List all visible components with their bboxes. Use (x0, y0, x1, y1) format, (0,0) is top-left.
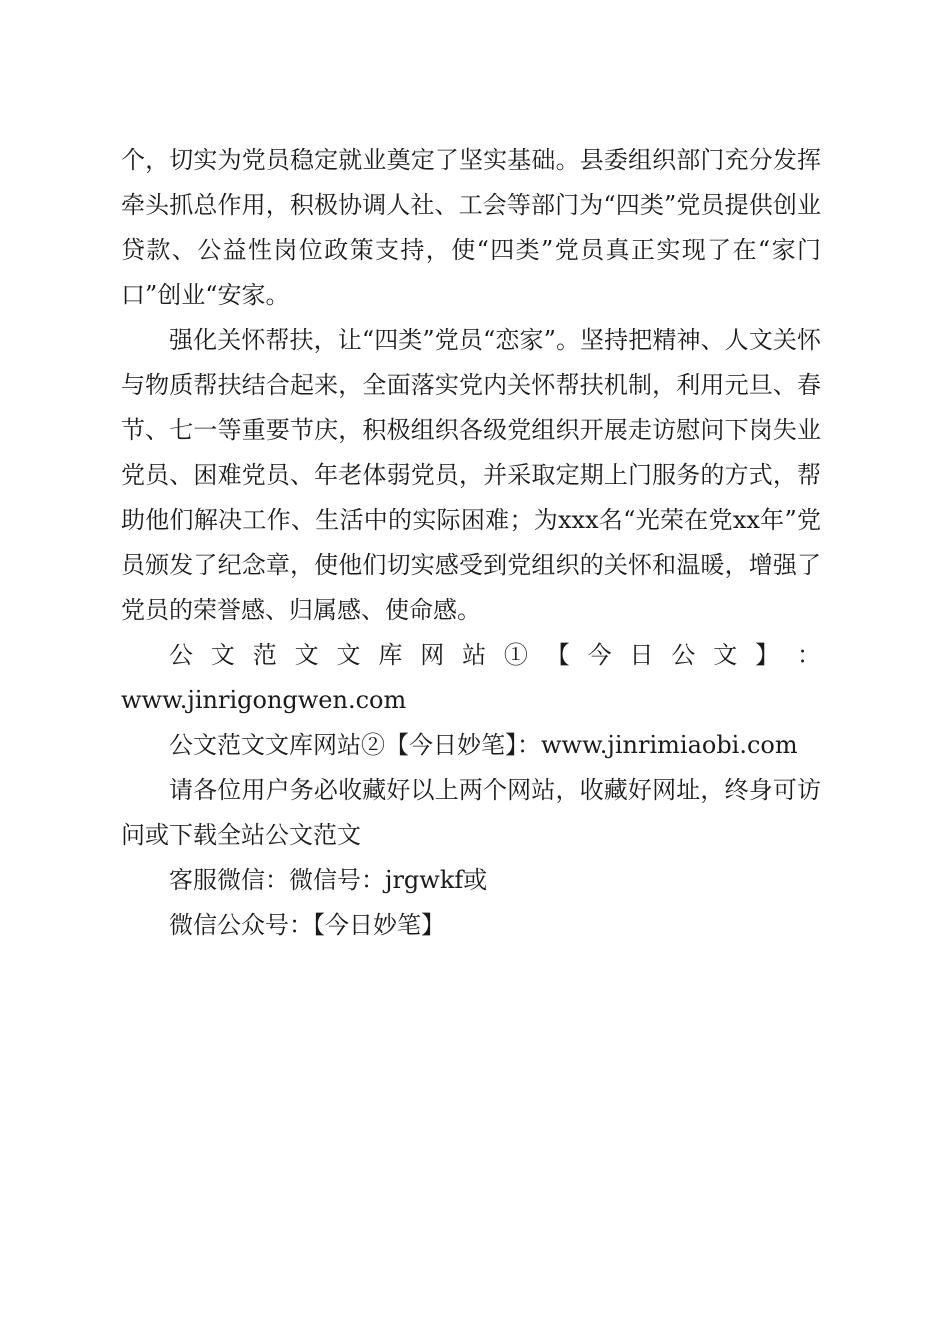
wechat-official-account: 微信公众号：【今日妙笔】 (169, 911, 445, 939)
website-one-url[interactable]: www.jinrigongwen.com (121, 686, 407, 714)
customer-service-wechat: 客服微信：微信号：jrgwkf或 (169, 866, 488, 894)
website-two-line[interactable]: 公文范文文库网站②【今日妙笔】：www.jinrimiaobi.com (169, 731, 798, 759)
paragraph-continuation: 个，切实为党员稳定就业奠定了坚实基础。县委组织部门充分发挥牵头抓总作用，积极协调人社、工会等部门为“四类”党员提供创业贷款、公益性岗位政策支持，使“四类”党员真正实现了在“家门口”创业“安家。 (121, 146, 821, 309)
document-body (121, 138, 821, 948)
website-one-label: 公 文 范 文 文 库 网 站 ① 【 今 日 公 文 】 ： (169, 641, 821, 669)
paragraph-care-support: 强化关怀帮扶，让“四类”党员“恋家”。坚持把精神、人文关怀与物质帮扶结合起来，全面落实党内关怀帮扶机制，利用元旦、春节、七一等重要节庆，积极组织各级党组织开展走访慰问下岗失业党员、困难党员、年老体弱党员，并采取定期上门服务的方式，帮助他们解决工作、生活中的实际困难；为xxx名“光荣在党xx年”党员颁发了纪念章，使他们切实感受到党组织的关怀和温暖，增强了党员的荣誉感、归属感、使命感。 (121, 326, 821, 624)
bookmark-notice: 请各位用户务必收藏好以上两个网站，收藏好网址，终身可访问或下载全站公文范文 (121, 776, 821, 849)
